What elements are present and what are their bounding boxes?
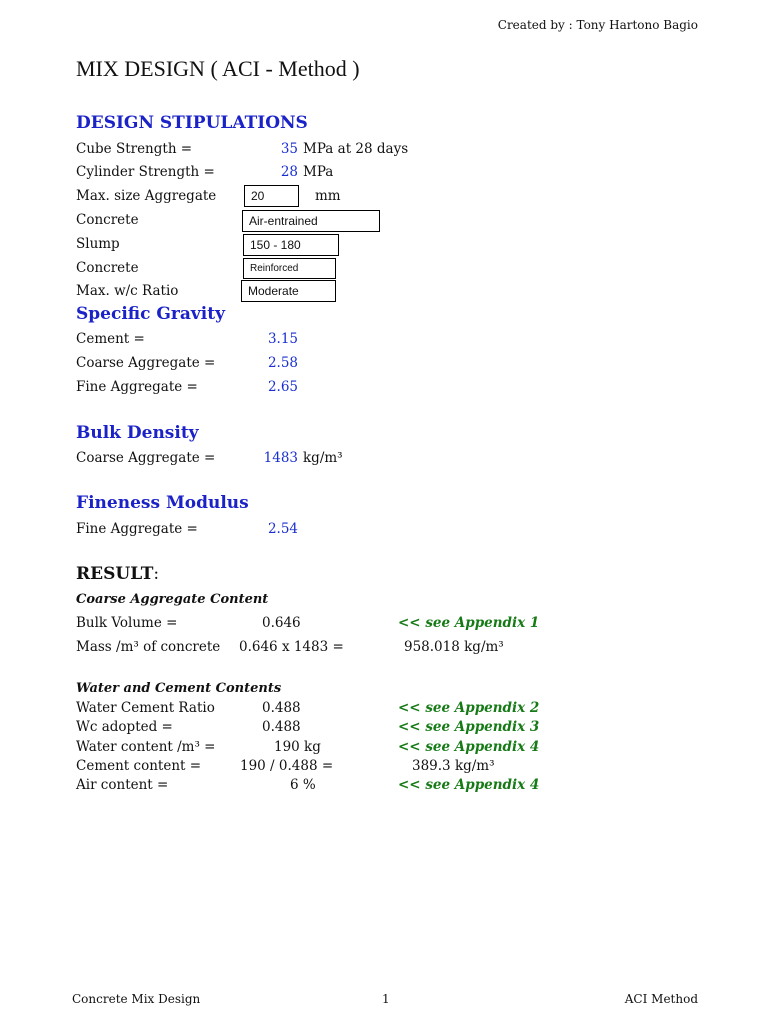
cement-content-label: Cement content = (76, 758, 202, 774)
footer-right: ACI Method (624, 992, 698, 1006)
coarse-aggregate-content-subheading: Coarse Aggregate Content (76, 592, 269, 607)
concrete-reinforcement-select[interactable]: Reinforced (243, 258, 336, 279)
fm-fine-value: 2.54 (267, 521, 298, 537)
sg-cement-value: 3.15 (267, 331, 298, 347)
page-title: MIX DESIGN ( ACI - Method ) (76, 56, 360, 81)
sg-coarse-value: 2.58 (267, 355, 298, 371)
max-wc-ratio-label: Max. w/c Ratio (76, 283, 179, 299)
max-aggregate-label: Max. size Aggregate (76, 188, 217, 204)
design-stipulations-heading: DESIGN STIPULATIONS (76, 113, 308, 133)
mass-concrete-label: Mass /m³ of concrete (76, 639, 221, 655)
water-cement-contents-subheading: Water and Cement Contents (76, 681, 282, 696)
appendix-4-link[interactable]: << see Appendix 4 (398, 739, 540, 755)
result-heading-text: RESULT (76, 564, 154, 584)
appendix-4-link-air[interactable]: << see Appendix 4 (398, 777, 540, 793)
footer-left: Concrete Mix Design (72, 992, 201, 1006)
sg-fine-value: 2.65 (267, 379, 298, 395)
bd-coarse-unit: kg/m³ (303, 450, 343, 466)
slump-select[interactable]: 150 - 180 (243, 234, 339, 256)
appendix-2-link[interactable]: << see Appendix 2 (398, 700, 540, 716)
slump-label: Slump (76, 236, 120, 252)
sg-cement-label: Cement = (76, 331, 145, 347)
cylinder-strength-label: Cylinder Strength = (76, 164, 215, 180)
air-content-value: 6 % (290, 777, 316, 793)
cube-strength-label: Cube Strength = (76, 141, 193, 157)
sg-fine-label: Fine Aggregate = (76, 379, 198, 395)
concrete-type-label: Concrete (76, 212, 139, 228)
water-cement-ratio-label: Water Cement Ratio (76, 700, 215, 716)
fineness-modulus-heading: Fineness Modulus (76, 493, 249, 513)
air-content-label: Air content = (76, 777, 169, 793)
cube-strength-unit: MPa at 28 days (303, 141, 409, 157)
cement-content-value: 389.3 kg/m³ (412, 758, 495, 774)
bulk-volume-label: Bulk Volume = (76, 615, 178, 631)
bd-coarse-value: 1483 (263, 450, 298, 466)
concrete-reinforcement-label: Concrete (76, 260, 139, 276)
cylinder-strength-value: 28 (280, 164, 298, 180)
bd-coarse-label: Coarse Aggregate = (76, 450, 216, 466)
water-cement-ratio-value: 0.488 (262, 700, 301, 716)
page-number: 1 (382, 992, 390, 1006)
cement-content-calc: 190 / 0.488 = (240, 758, 334, 774)
author-credit: Created by : Tony Hartono Bagio (497, 18, 698, 32)
result-heading (76, 564, 159, 584)
max-aggregate-field[interactable]: 20 (244, 185, 299, 207)
wc-adopted-label: Wc adopted = (76, 719, 173, 735)
mass-concrete-value: 958.018 kg/m³ (404, 639, 504, 655)
fm-fine-label: Fine Aggregate = (76, 521, 198, 537)
result-colon: : (153, 564, 160, 584)
max-wc-ratio-select[interactable]: Moderate (241, 280, 336, 302)
max-aggregate-unit: mm (315, 188, 341, 204)
water-content-value: 190 kg (274, 739, 321, 755)
wc-adopted-value: 0.488 (262, 719, 301, 735)
bulk-volume-value: 0.646 (262, 615, 301, 631)
cylinder-strength-unit: MPa (303, 164, 334, 180)
specific-gravity-heading: Specific Gravity (76, 304, 225, 324)
sg-coarse-label: Coarse Aggregate = (76, 355, 216, 371)
bulk-density-heading: Bulk Density (76, 423, 199, 443)
appendix-1-link[interactable]: << see Appendix 1 (398, 615, 540, 631)
appendix-3-link[interactable]: << see Appendix 3 (398, 719, 540, 735)
concrete-type-select[interactable]: Air-entrained (242, 210, 380, 232)
water-content-label: Water content /m³ = (76, 739, 216, 755)
cube-strength-value: 35 (280, 141, 298, 157)
mass-concrete-calc: 0.646 x 1483 = (239, 639, 344, 655)
